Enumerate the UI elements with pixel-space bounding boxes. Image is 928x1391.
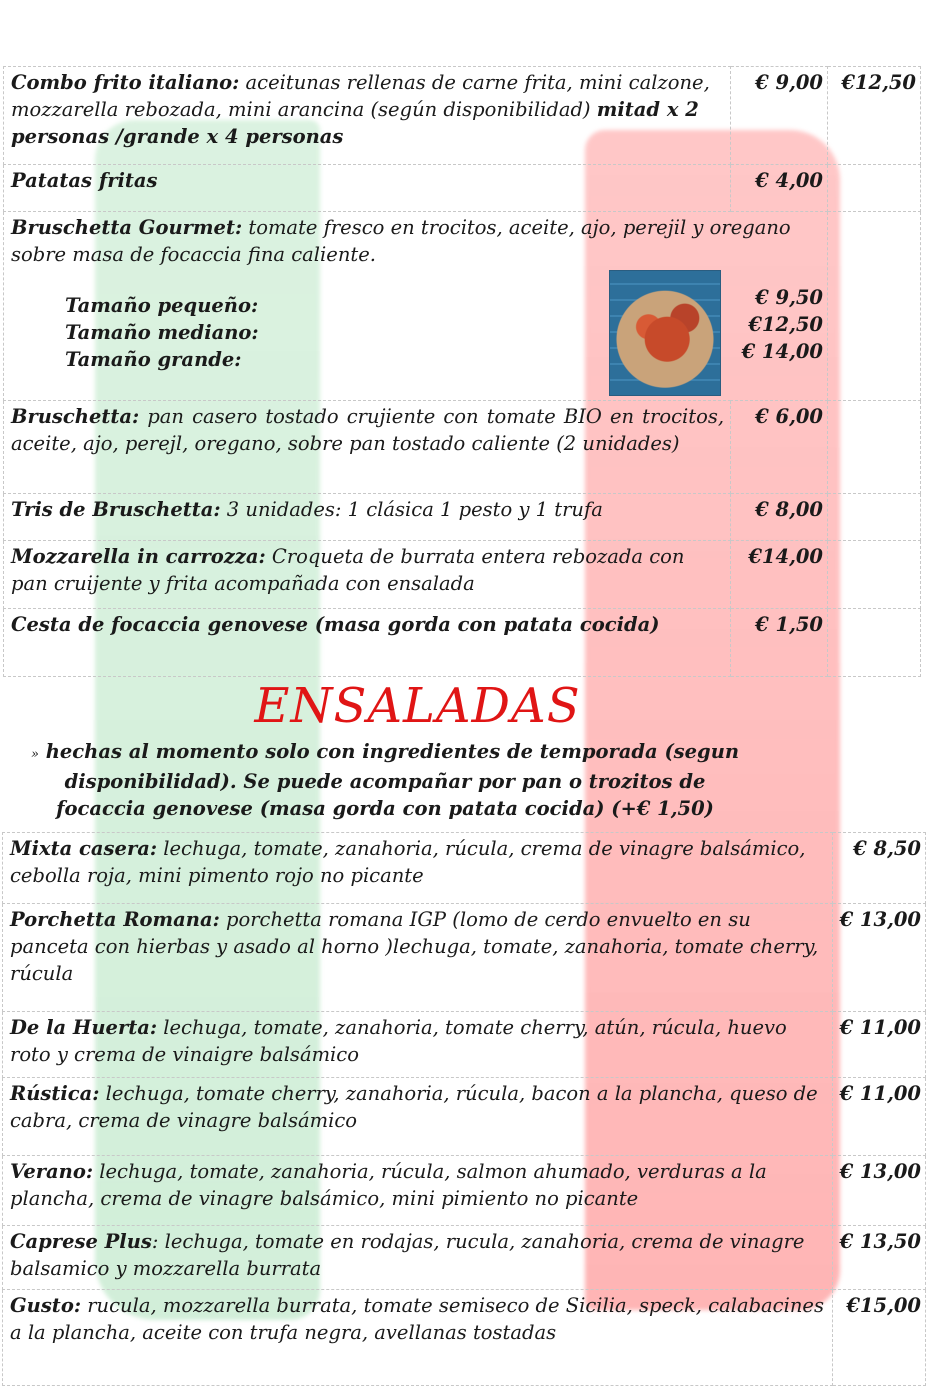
item-price: € 9,00 (731, 67, 828, 165)
item-price: €15,00 (832, 1290, 925, 1386)
item-price: €14,00 (731, 541, 828, 609)
item-name: Cesta de focaccia genovese (masa gorda con patata cocida) (11, 613, 660, 636)
item-name: Rústica: (10, 1082, 100, 1105)
section-intro (20, 738, 750, 822)
item-desc: lechuga, tomate cherry, zanahoria, rúcula, bacon a la plancha, queso de cabra, crema de vinagre balsámico (10, 1082, 818, 1132)
item-name: Bruschetta: (11, 405, 140, 428)
item-price: € 13,50 (832, 1226, 925, 1290)
menu-row (4, 494, 921, 541)
menu-row (4, 165, 921, 212)
item-desc: Croqueta de burrata entera rebozada con pan cruijente y frita acompañada con ensalada (11, 545, 685, 595)
item-price: € 13,00 (832, 1156, 925, 1226)
item-desc: tomate fresco en trocitos, aceite, ajo, perejil y oregano sobre masa de focaccia fina caliente. (11, 216, 791, 266)
item-price: € 1,50 (731, 609, 828, 677)
menu-row (3, 1012, 926, 1078)
section-title: ENSALADAS (254, 678, 581, 734)
size-price: €12,50 (748, 313, 823, 336)
menu-row (4, 609, 921, 677)
item-description (4, 67, 731, 165)
item-price: € 8,50 (832, 833, 925, 904)
starters-table (3, 66, 921, 677)
menu-row (3, 1078, 926, 1156)
item-name: Patatas fritas (11, 169, 158, 192)
salads-table (2, 832, 926, 1386)
item-price: € 13,00 (832, 904, 925, 1012)
item-name: Mozzarella in carrozza: (11, 545, 266, 568)
item-desc: rucula, mozzarella burrata, tomate semiseco de Sicilia, speck, calabacines a la plancha, aceite con trufa negra, avellanas tostadas (10, 1294, 824, 1344)
item-price: € 4,00 (731, 165, 828, 212)
menu-row (3, 1226, 926, 1290)
size-label: Tamaño mediano: (65, 321, 259, 344)
menu-row (4, 401, 921, 494)
menu-row (3, 833, 926, 904)
item-price: € 8,00 (731, 494, 828, 541)
menu-row (3, 904, 926, 1012)
item-desc: pan casero tostado crujiente con tomate BIO en trocitos, aceite, ajo, perejl, oregano, sobre pan tostado caliente (2 unidades) (11, 405, 725, 455)
item-name: Caprese Plus (10, 1230, 152, 1253)
item-desc: lechuga, tomate, zanahoria, rúcula, crema de vinagre balsámico, cebolla roja, mini pimento rojo no picante (10, 837, 806, 887)
item-desc: 3 unidades: 1 clásica 1 pesto y 1 trufa (220, 498, 603, 521)
size-price: € 9,50 (755, 286, 823, 309)
menu-row (3, 1290, 926, 1386)
item-name: De la Huerta: (10, 1016, 158, 1039)
size-label: Tamaño grande: (65, 348, 242, 371)
item-name: Bruschetta Gourmet: (11, 216, 243, 239)
size-label: Tamaño pequeño: (65, 294, 259, 317)
item-desc: porchetta romana IGP (lomo de cerdo envuelto en su panceta con hierbas y asado al horno )lechuga, tomate, zanahoria, tomate cherry, rúcula (10, 908, 819, 985)
menu-row (4, 67, 921, 165)
item-price: € 6,00 (731, 401, 828, 494)
item-desc: aceitunas rellenas de carne frita, mini calzone, mozzarella rebozada, mini arancina (según disponibilidad) (11, 71, 710, 121)
menu-row (4, 541, 921, 609)
bruschetta-photo (609, 270, 721, 396)
item-price: € 11,00 (832, 1012, 925, 1078)
menu-row (4, 212, 921, 401)
size-price: € 14,00 (741, 340, 823, 363)
quote-mark: » (30, 747, 39, 762)
item-note: mitad x 2 personas /grande x 4 personas (11, 98, 699, 148)
item-desc: : lechuga, tomate en rodajas, rucula, zanahoria, crema de vinagre balsamico y mozzarella burrata (10, 1230, 805, 1280)
menu-row (3, 1156, 926, 1226)
item-name: Combo frito italiano: (11, 71, 240, 94)
item-name: Verano: (10, 1160, 94, 1183)
item-name: Tris de Bruschetta: (11, 498, 221, 521)
item-desc: lechuga, tomate, zanahoria, tomate cherry, atún, rúcula, huevo roto y crema de vinaigre balsámico (10, 1016, 787, 1066)
intro-text: hechas al momento solo con ingredientes de temporada (segun disponibilidad). Se puede acompañar por pan o trozitos de focaccia genovese (masa gorda con patata cocida) (+€ 1,50) (38, 740, 740, 820)
item-name: Mixta casera: (10, 837, 158, 860)
item-price: € 11,00 (832, 1078, 925, 1156)
item-desc: lechuga, tomate, zanahoria, rúcula, salmon ahumado, verduras a la plancha, crema de vinagre balsámico, mini pimiento no picante (10, 1160, 767, 1210)
item-name: Porchetta Romana: (10, 908, 220, 931)
item-price-large: €12,50 (828, 67, 921, 165)
item-name: Gusto: (10, 1294, 82, 1317)
